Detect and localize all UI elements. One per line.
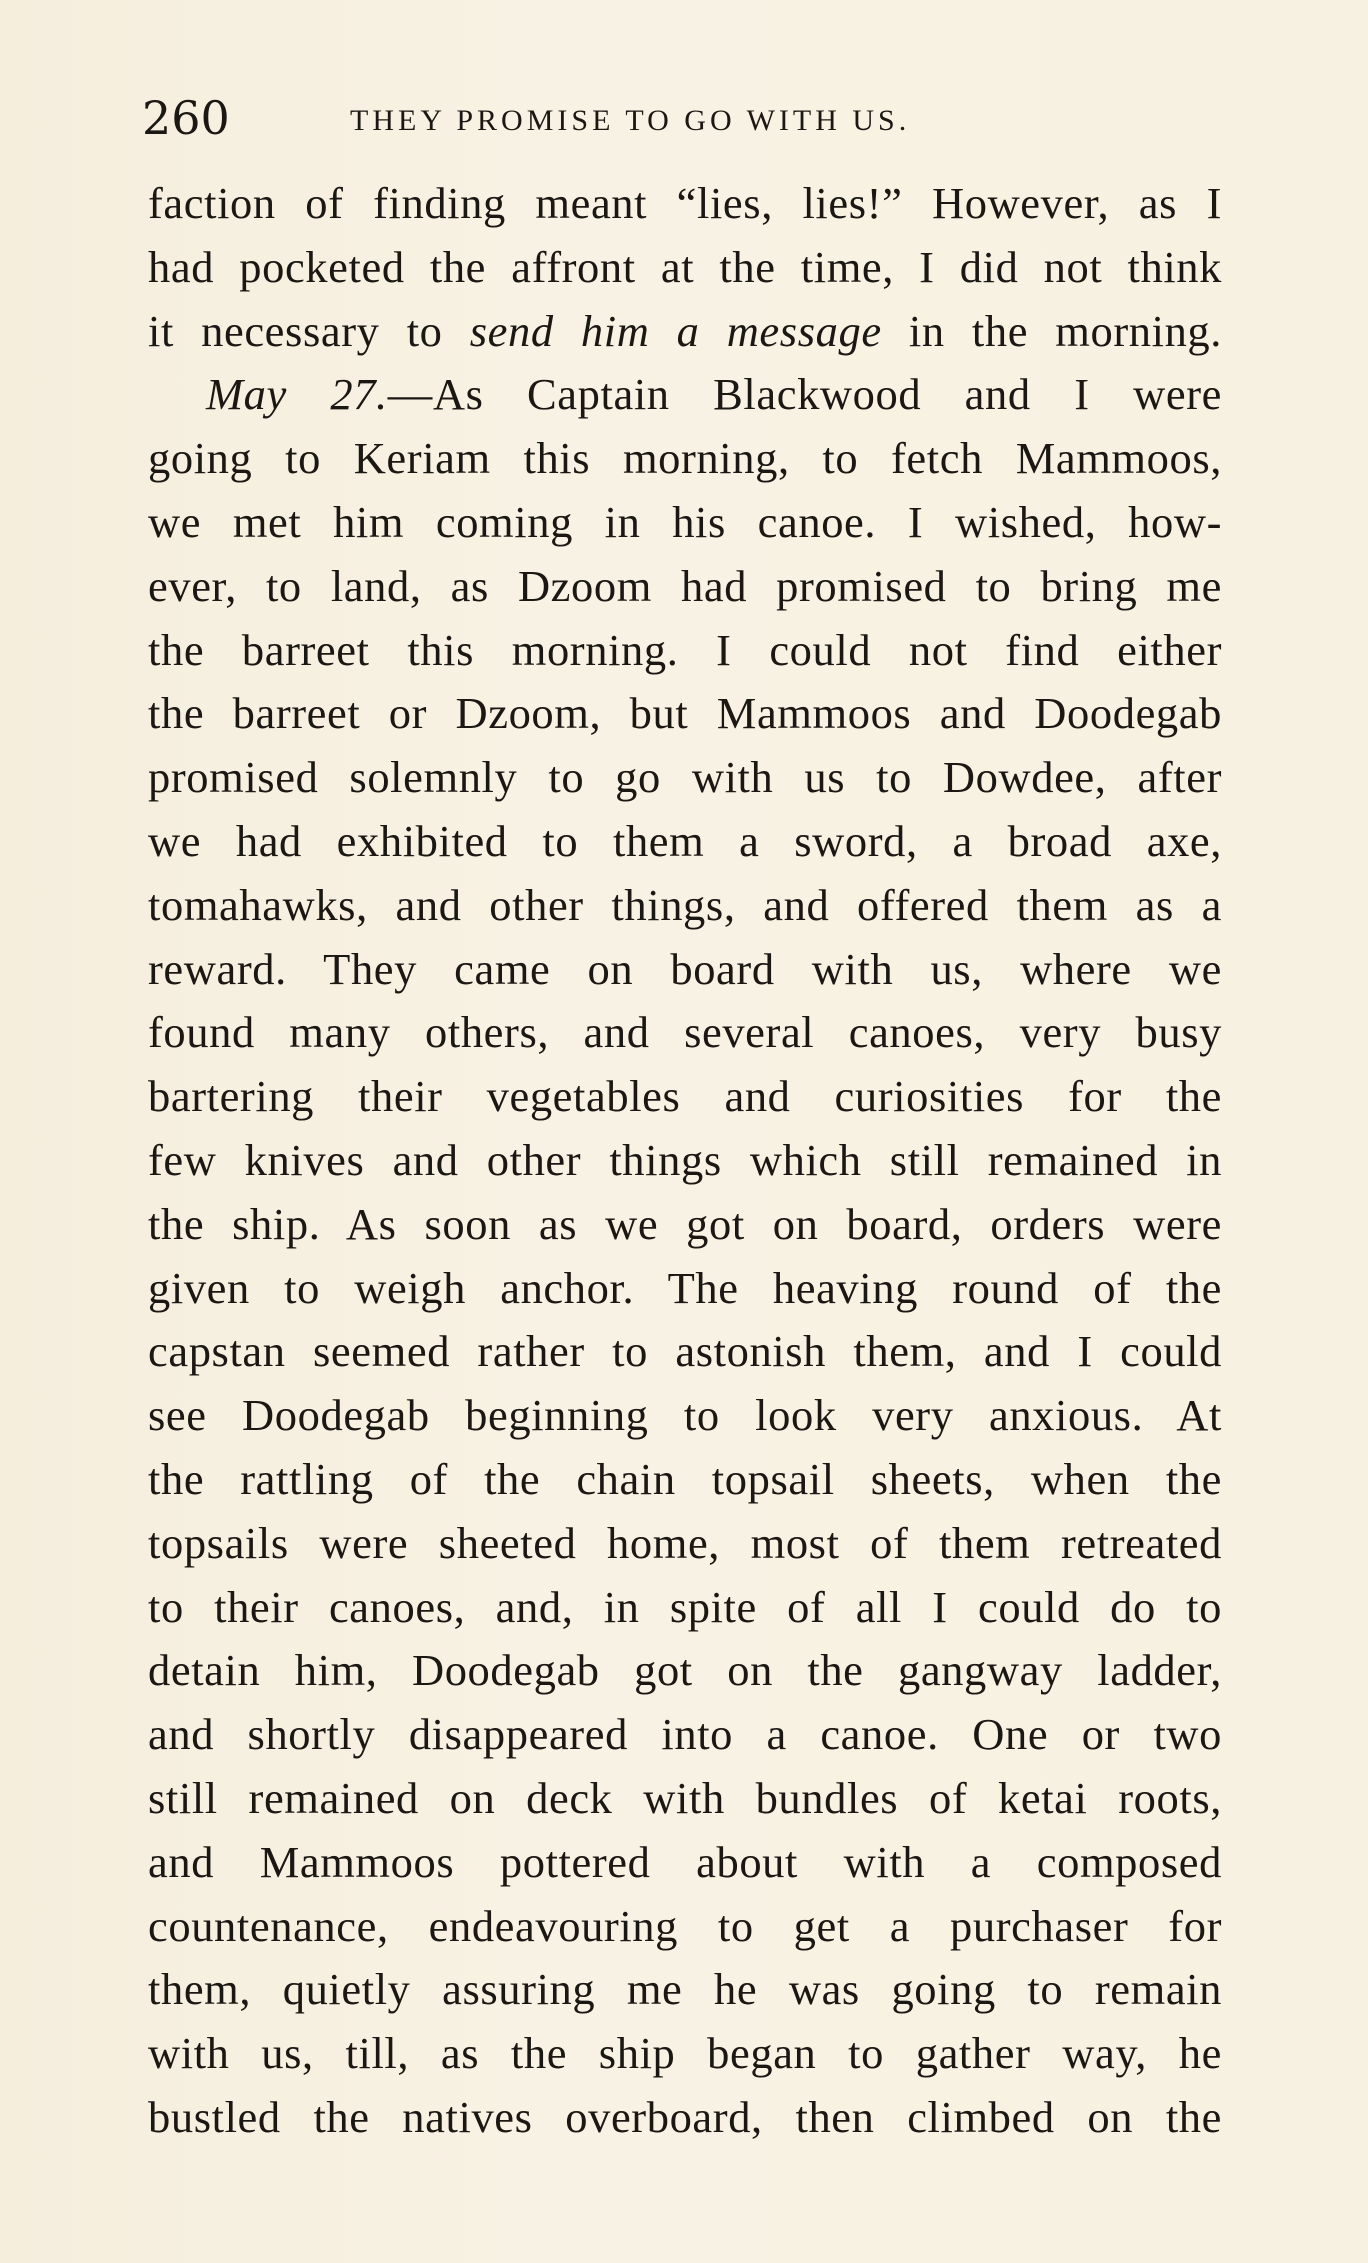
italic-phrase: send him a message [469, 305, 882, 356]
text-line: given to weigh anchor. The heaving round of the [148, 1262, 1222, 1313]
text-line: see Doodegab beginning to look very anxious. At [148, 1390, 1222, 1441]
text-line: and shortly disappeared into a canoe. One or two [148, 1709, 1222, 1760]
text-line: found many others, and several canoes, very busy [148, 1007, 1222, 1058]
page-number: 260 [142, 91, 230, 145]
text-line: going to Keriam this morning, to fetch Mammoos, [148, 433, 1222, 484]
text-line: countenance, endeavouring to get a purchaser for [148, 1900, 1222, 1951]
text-line: promised solemnly to go with us to Dowdee, after [148, 752, 1222, 803]
text-line: bartering their vegetables and curiosities for the [148, 1071, 1222, 1122]
text-line: topsails were sheeted home, most of them retreated [148, 1517, 1222, 1568]
text-line: still remained on deck with bundles of ketai roots, [148, 1772, 1222, 1823]
text-line: capstan seemed rather to astonish them, and I could [148, 1326, 1222, 1377]
text-line: bustled the natives overboard, then climbed on the [148, 2091, 1222, 2142]
text-line: had pocketed the affront at the time, I did not think [148, 241, 1222, 292]
text-line: with us, till, as the ship began to gather way, he [148, 2028, 1222, 2079]
body-text [148, 172, 1222, 2232]
text-line: to their canoes, and, in spite of all I could do to [148, 1581, 1222, 1632]
date-heading: May 27. [206, 369, 388, 420]
text-line [148, 363, 1222, 427]
text-line: tomahawks, and other things, and offered them as a [148, 879, 1222, 930]
text-line: the barreet this morning. I could not find either [148, 624, 1222, 675]
text-line: reward. They came on board with us, where we [148, 943, 1222, 994]
text-run: —As Captain Blackwood and I were [387, 369, 1222, 420]
text-line: few knives and other things which still remained in [148, 1134, 1222, 1185]
text-line: we met him coming in his canoe. I wished, how- [148, 496, 1222, 547]
text-line: the barreet or Dzoom, but Mammoos and Doodegab [148, 688, 1222, 739]
page-header [142, 88, 1222, 148]
text-run: in the morning. [881, 305, 1222, 356]
text-line: we had exhibited to them a sword, a broad axe, [148, 815, 1222, 866]
text-line: ever, to land, as Dzoom had promised to bring me [148, 560, 1222, 611]
text-line: faction of finding meant “lies, lies!” However, as I [148, 178, 1222, 228]
text-run: it necessary to [148, 305, 470, 356]
text-line [148, 300, 1222, 364]
text-line: them, quietly assuring me he was going to remain [148, 1964, 1222, 2015]
text-line: detain him, Doodegab got on the gangway ladder, [148, 1645, 1222, 1696]
text-line: the ship. As soon as we got on board, orders were [148, 1198, 1222, 1249]
text-line: and Mammoos pottered about with a composed [148, 1836, 1222, 1887]
text-line: the rattling of the chain topsail sheets, when the [148, 1453, 1222, 1504]
running-head: THEY PROMISE TO GO WITH US. [350, 104, 911, 137]
